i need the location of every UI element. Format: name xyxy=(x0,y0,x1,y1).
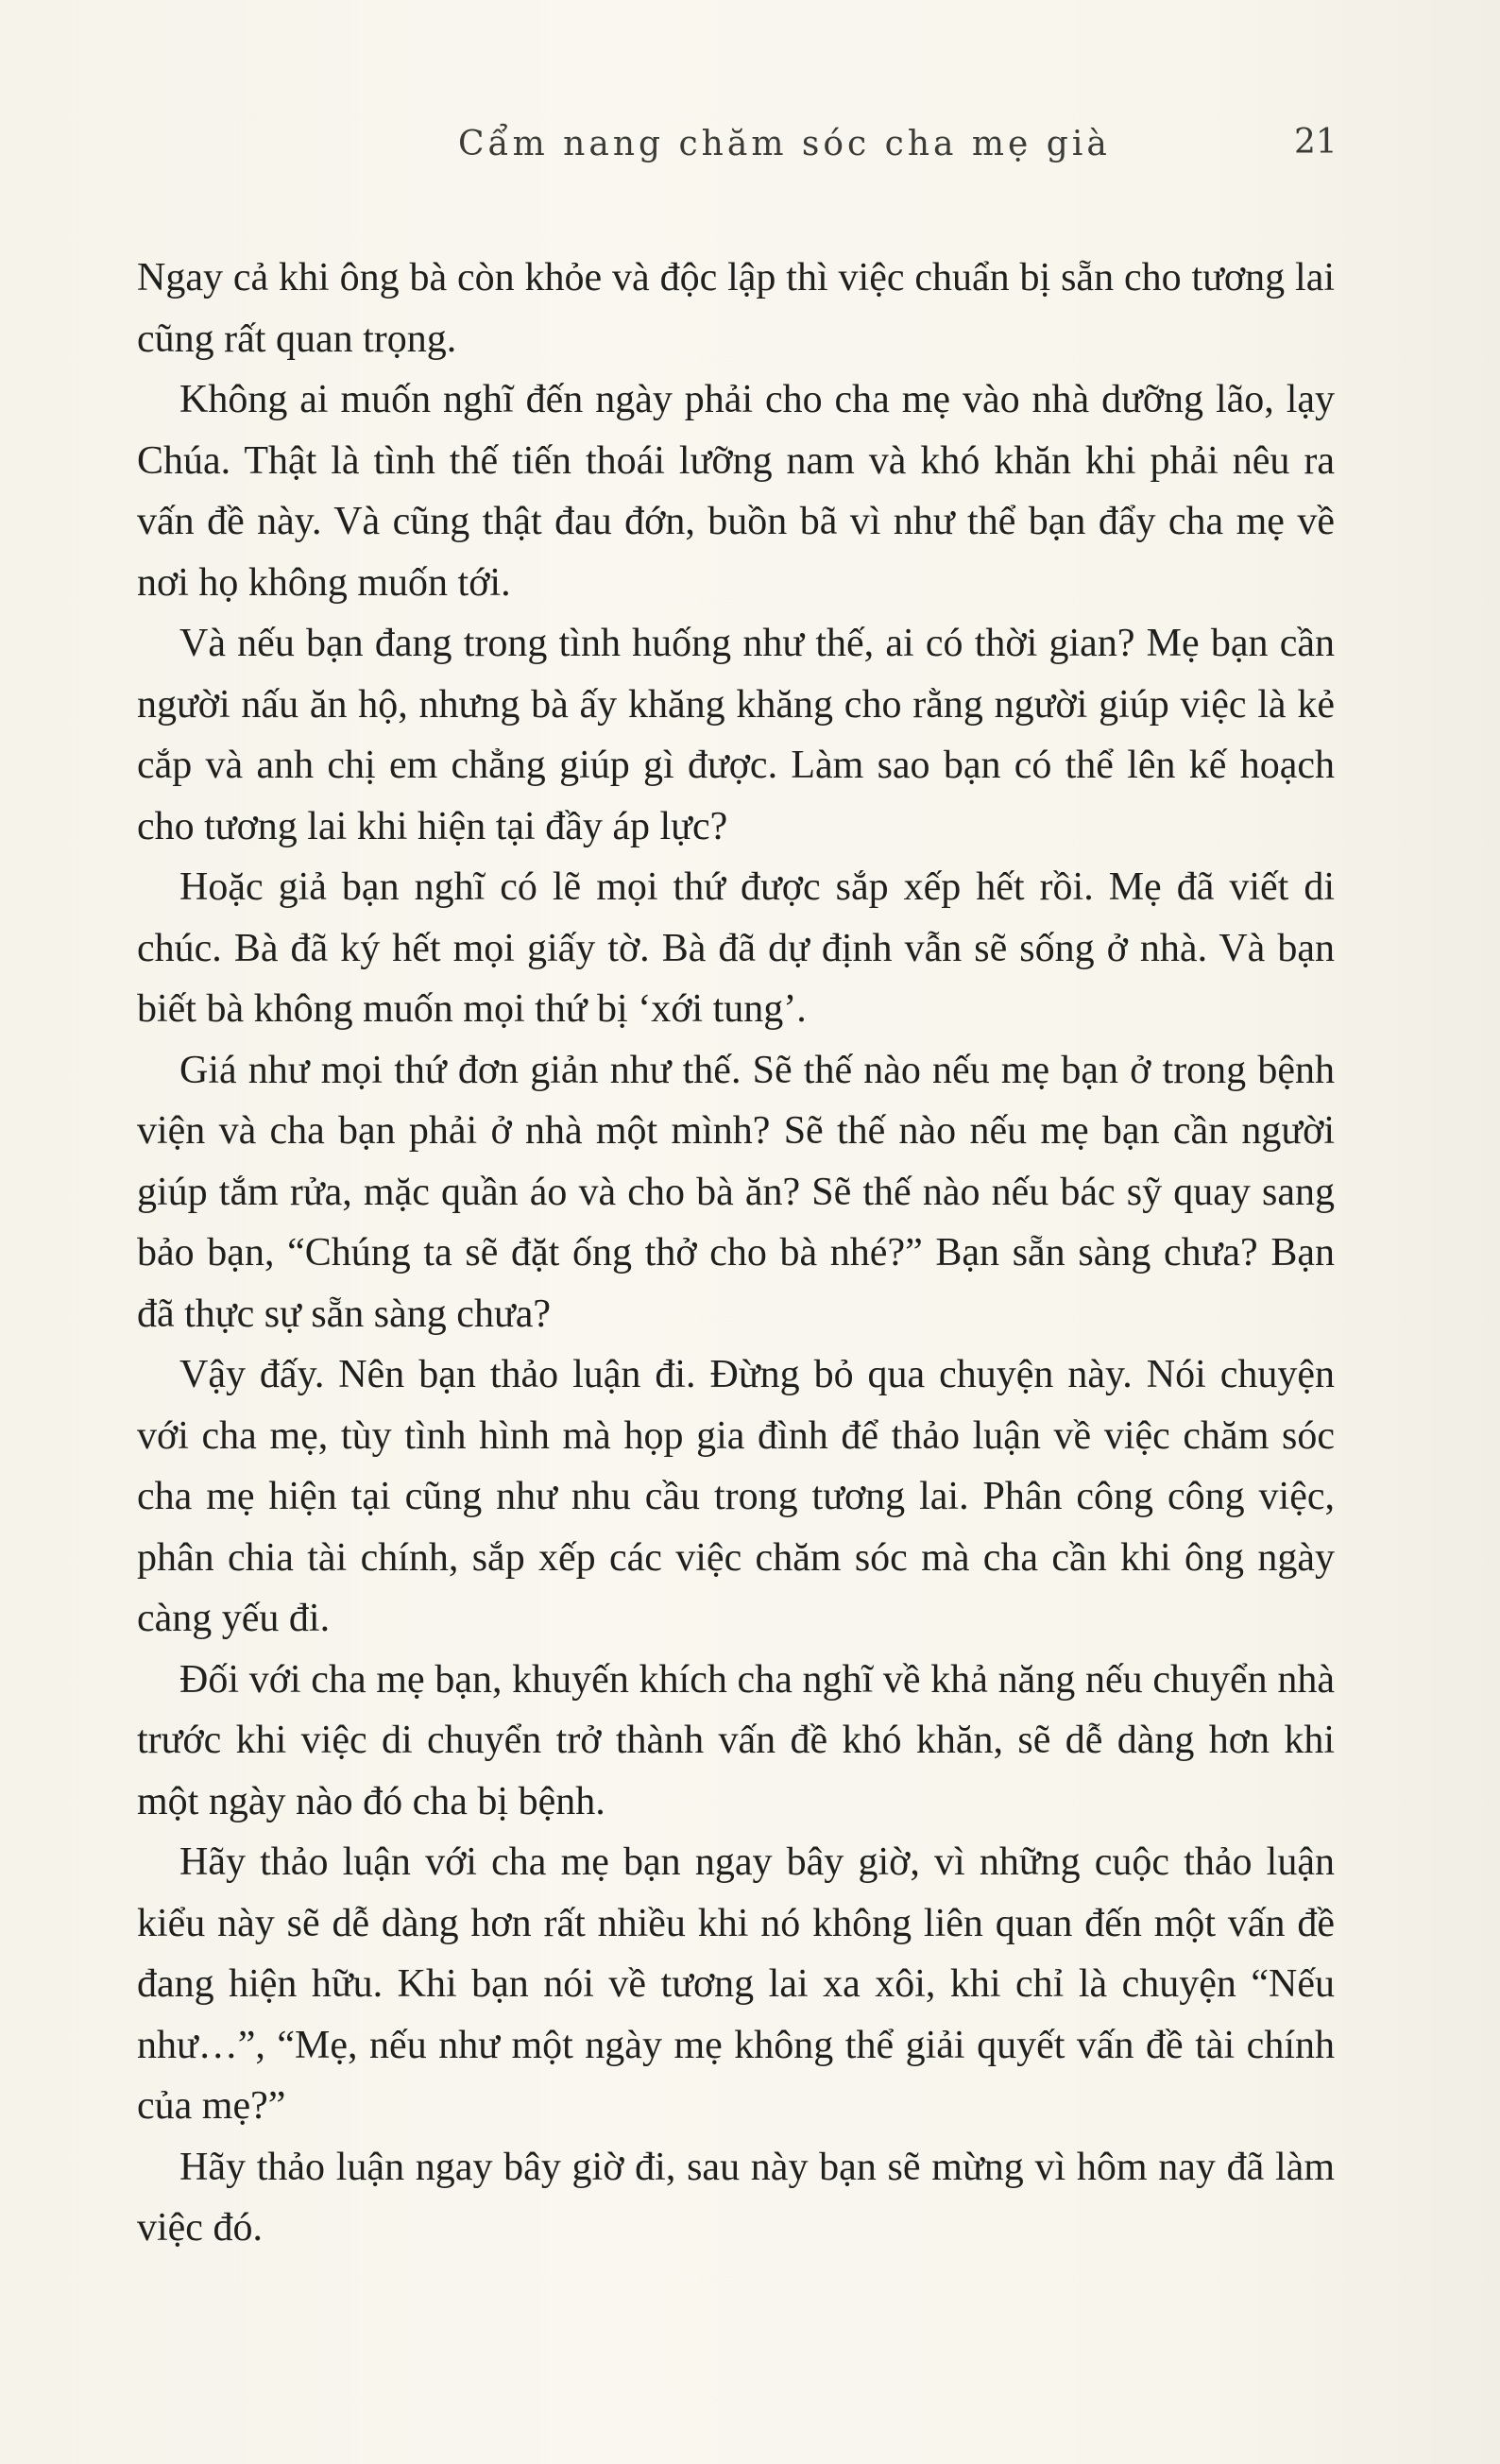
paragraph: Hãy thảo luận ngay bây giờ đi, sau này bạn sẽ mừng vì hôm nay đã làm việc đó. xyxy=(137,2145,1335,2250)
paragraph: Hoặc giả bạn nghĩ có lẽ mọi thứ được sắp xếp hết rồi. Mẹ đã viết di chúc. Bà đã ký hết mọi giấy tờ. Bà đã dự định vẫn sẽ sống ở nhà. Và bạn biết bà không muốn mọi thứ bị ‘xới tung’. xyxy=(137,865,1335,1031)
paragraph: Và nếu bạn đang trong tình huống như thế, ai có thời gian? Mẹ bạn cần người nấu ăn hộ, nhưng bà ấy khăng khăng cho rằng người giúp việc là kẻ cắp và anh chị em chẳng giúp gì được. Làm sao bạn có thể lên kế hoạch cho tương lai khi hiện tại đầy áp lực? xyxy=(137,622,1335,848)
page-number: 21 xyxy=(1294,123,1338,162)
book-title: Cẩm nang chăm sóc cha mẹ già xyxy=(458,125,1111,163)
body-text xyxy=(137,248,1335,2259)
paragraph: Hãy thảo luận với cha mẹ bạn ngay bây giờ, vì những cuộc thảo luận kiểu này sẽ dễ dàng hơn rất nhiều khi nó không liên quan đến một vấn đề đang hiện hữu. Khi bạn nói về tương lai xa xôi, khi chỉ là chuyện “Nếu như…”, “Mẹ, nếu như một ngày mẹ không thể giải quyết vấn đề tài chính của mẹ?” xyxy=(137,1840,1335,2128)
paragraph: Đối với cha mẹ bạn, khuyến khích cha nghĩ về khả năng nếu chuyển nhà trước khi việc di chuyển trở thành vấn đề khó khăn, sẽ dễ dàng hơn khi một ngày nào đó cha bị bệnh. xyxy=(137,1657,1335,1823)
paragraph: Giá như mọi thứ đơn giản như thế. Sẽ thế nào nếu mẹ bạn ở trong bệnh viện và cha bạn phải ở nhà một mình? Sẽ thế nào nếu mẹ bạn cần người giúp tắm rửa, mặc quần áo và cho bà ăn? Sẽ thế nào nếu bác sỹ quay sang bảo bạn, “Chúng ta sẽ đặt ống thở cho bà nhé?” Bạn sẵn sàng chưa? Bạn đã thực sự sẵn sàng chưa? xyxy=(137,1048,1335,1336)
running-header xyxy=(0,125,1500,181)
paragraph: Ngay cả khi ông bà còn khỏe và độc lập thì việc chuẩn bị sẵn cho tương lai cũng rất quan trọng. xyxy=(137,256,1335,361)
paragraph: Không ai muốn nghĩ đến ngày phải cho cha mẹ vào nhà dưỡng lão, lạy Chúa. Thật là tình thế tiến thoái lưỡng nam và khó khăn khi phải nêu ra vấn đề này. Và cũng thật đau đớn, buồn bã vì như thể bạn đẩy cha mẹ về nơi họ không muốn tới. xyxy=(137,378,1335,605)
paragraph: Vậy đấy. Nên bạn thảo luận đi. Đừng bỏ qua chuyện này. Nói chuyện với cha mẹ, tùy tình hình mà họp gia đình để thảo luận về việc chăm sóc cha mẹ hiện tại cũng như nhu cầu trong tương lai. Phân công công việc, phân chia tài chính, sắp xếp các việc chăm sóc mà cha cần khi ông ngày càng yếu đi. xyxy=(137,1353,1335,1640)
